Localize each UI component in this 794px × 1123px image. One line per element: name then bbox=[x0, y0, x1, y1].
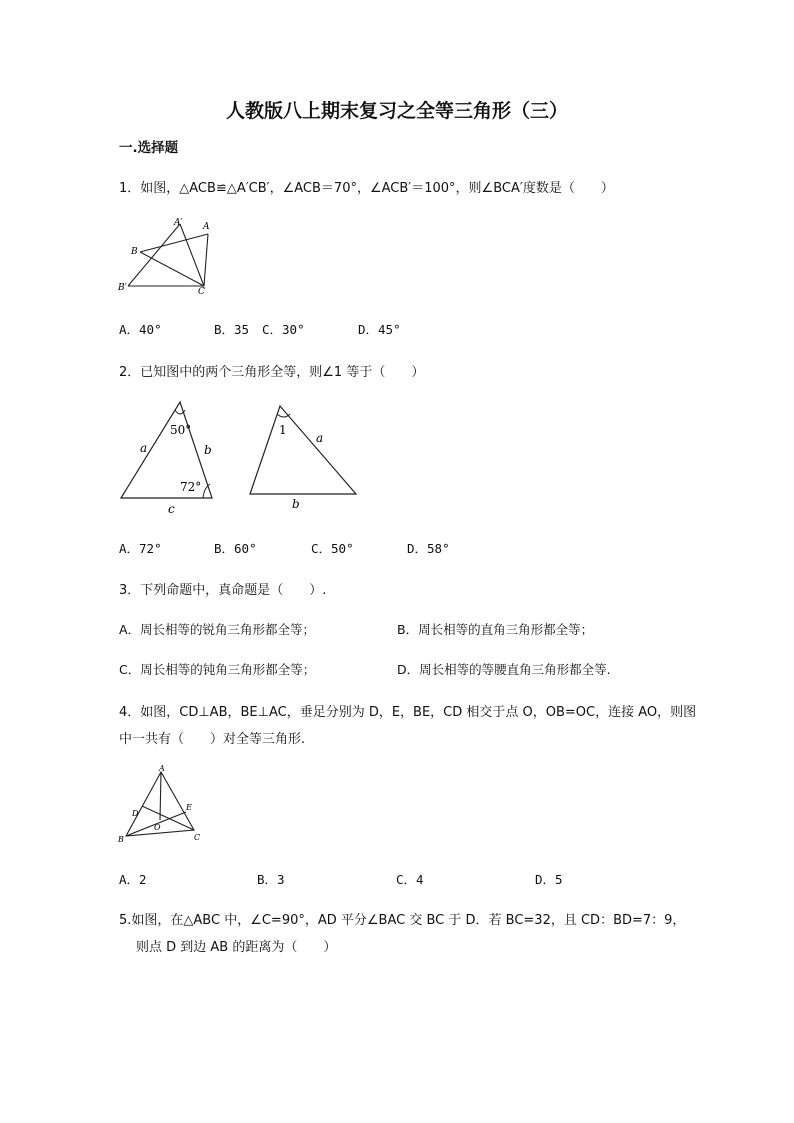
question-1-figure bbox=[114, 212, 224, 296]
q4-label-d: D bbox=[132, 809, 139, 818]
label-c: C bbox=[198, 287, 205, 296]
label-b-prime: B′ bbox=[118, 283, 127, 293]
q3-option-a: A．周长相等的锐角三角形都全等； bbox=[119, 622, 316, 637]
q3-option-c: C．周长相等的钝角三角形都全等； bbox=[119, 662, 316, 677]
question-2-text: 2．已知图中的两个三角形全等，则∠1 等于（ ） bbox=[119, 365, 425, 380]
q4-option-c: C．4 bbox=[396, 872, 424, 887]
q4-label-e: E bbox=[186, 803, 192, 812]
q4-label-o: O bbox=[154, 823, 161, 832]
label-a: A bbox=[203, 222, 210, 232]
q4-label-a: A bbox=[159, 764, 165, 773]
q1-option-c: C．30° bbox=[262, 322, 305, 337]
question-4-figure bbox=[114, 762, 210, 846]
q2-option-a: A．72° bbox=[119, 541, 162, 556]
question-1-text: 1．如图，△ACB≌△A′CB′，∠ACB＝70°，∠ACB′＝100°，则∠BCA′度数是（ ） bbox=[119, 181, 614, 196]
q3-option-b: B．周长相等的直角三角形都全等； bbox=[397, 622, 594, 637]
side-b-left: b bbox=[204, 443, 212, 457]
q1-option-b: B．35 bbox=[214, 322, 250, 337]
q4-option-d: D．5 bbox=[535, 872, 563, 887]
angle-1-label: 1 bbox=[279, 423, 287, 437]
q2-option-d: D．58° bbox=[407, 541, 450, 556]
label-b: B bbox=[131, 247, 138, 257]
q4-label-b: B bbox=[118, 835, 124, 844]
q1-option-d: D．45° bbox=[358, 322, 401, 337]
question-5-text-line2: 则点 D 到边 AB 的距离为（ ） bbox=[136, 940, 337, 955]
side-c-left: c bbox=[168, 502, 175, 516]
question-2-figure bbox=[114, 396, 366, 518]
section-heading: 一.选择题 bbox=[119, 140, 179, 156]
angle-50-label: 50° bbox=[170, 423, 192, 437]
page-title: 人教版八上期末复习之全等三角形（三） bbox=[225, 100, 568, 122]
q2-option-c: C．50° bbox=[311, 541, 354, 556]
q4-label-c: C bbox=[194, 833, 201, 842]
q3-option-d: D．周长相等的等腰直角三角形都全等. bbox=[397, 662, 611, 677]
q2-option-b: B．60° bbox=[214, 541, 257, 556]
q1-option-a: A．40° bbox=[119, 322, 162, 337]
q4-option-a: A．2 bbox=[119, 872, 147, 887]
question-5-text-line1: 5.如图，在△ABC 中，∠C=90°，AD 平分∠BAC 交 BC 于 D．若 BC=32，且 CD：BD=7：9， bbox=[119, 913, 686, 928]
side-b-right: b bbox=[292, 497, 300, 511]
question-4-text-line1: 4．如图，CD⊥AB，BE⊥AC，垂足分别为 D，E，BE，CD 相交于点 O，OB=OC，连接 AO，则图 bbox=[119, 705, 697, 720]
side-a-right: a bbox=[316, 431, 324, 445]
angle-72-label: 72° bbox=[180, 480, 202, 494]
side-a-left: a bbox=[140, 441, 148, 455]
question-4-text-line2: 中一共有（ ）对全等三角形. bbox=[119, 732, 306, 747]
question-3-text: 3．下列命题中，真命题是（ ）. bbox=[119, 583, 327, 598]
q4-option-b: B．3 bbox=[257, 872, 285, 887]
label-a-prime: A′ bbox=[174, 218, 183, 228]
